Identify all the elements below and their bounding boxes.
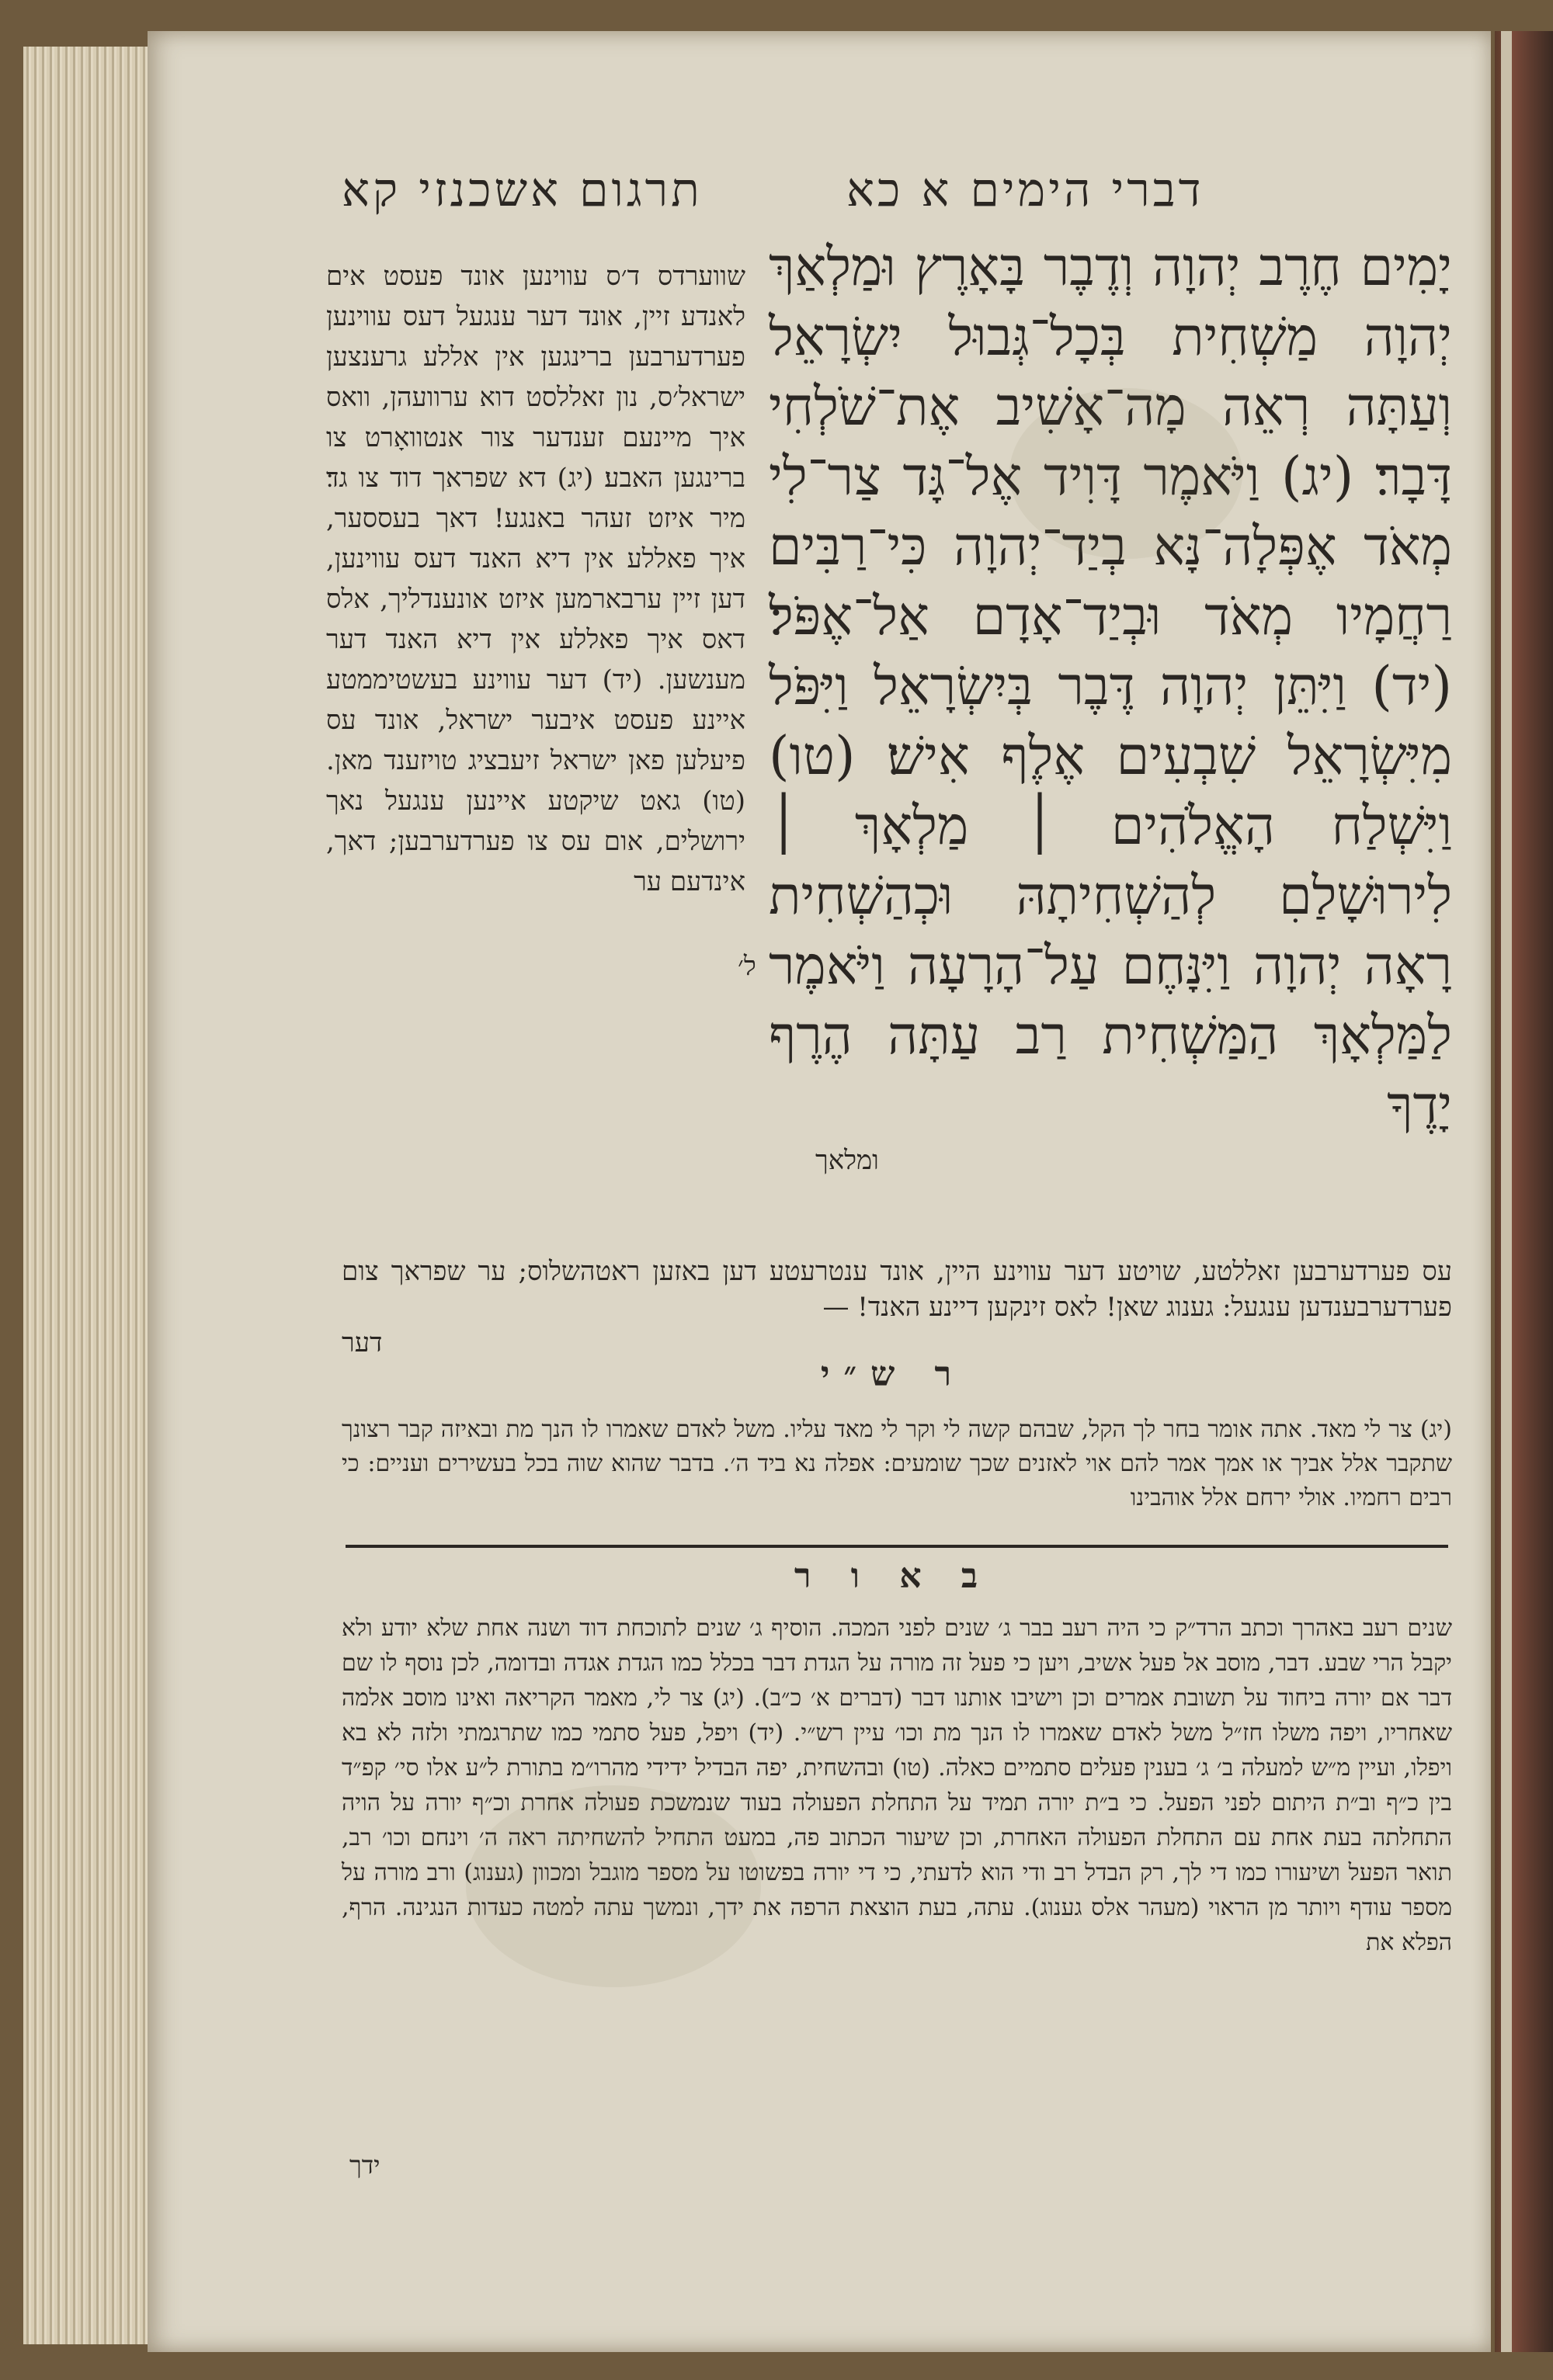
adjacent-page-edge <box>1495 31 1553 2352</box>
targum-continued <box>342 1254 1452 1361</box>
main-catchword: ומלאך <box>815 1145 879 1176</box>
rashi-commentary: (יג) צר לי מאד. אתה אומר בחר לך הקל, שבהם קשה לי וקר לי מאד עליו. משל לאדם שאמרו לו הנך מת ובאיזה קבר רצונך שתקבר אלל אביך או אמך אמר להם אוי לאזנים שכך שומעים: אפלה נא ביד ה׳. בדבר שהוא שוה בכל בעשירים ועניים: כי רבים רחמיו. אולי ירחם אלל אוהבינו <box>342 1416 1452 1511</box>
book-edge <box>23 47 150 2344</box>
rashi-title: ר ש״י <box>820 1355 966 1394</box>
main-text-body: יָמִים חֶרֶב יְהוָה וְדֶבֶר בָּאָרֶץ וּמַלְאַךְ יְהוָה מַשְׁחִית בְּכָל־גְּבוּל יִשְׂרָאֵל וְעַתָּה רְאֵה מָה־אָשִׁיב אֶת־שֹׁלְחִי דָּבָר׃ (יג) וַיֹּאמֶר דָּוִיד אֶל־גָּד צַר־לִי מְאֹד אֶפְּלָה־נָּא בְיַד־יְהוָה כִּי־רַבִּים רַחֲמָיו מְאֹד וּבְיַד־אָדָם אַל־אֶפֹּל׃ (יד) וַיִּתֵּן יְהוָה דֶּבֶר בְּיִשְׂרָאֵל וַיִּפֹּל מִיִּשְׂרָאֵל שִׁבְעִים אֶלֶף אִישׁ׃ (טו) וַיִּשְׁלַח הָאֱלֹהִים ׀ מַלְאָךְ ׀ לִירוּשָׁלַםִ לְהַשְׁחִיתָהּ וּכְהַשְׁחִית רָאָה יְהוָה וַיִּנָּחֶם עַל־הָרָעָה וַיֹּאמֶר לַמַּלְאָךְ הַמַּשְׁחִית רַב עַתָּה הֶרֶף יָדֶךָ <box>769 237 1452 1136</box>
header-targum-title: תרגום אשכנזי קא <box>342 163 703 217</box>
margin-note: ל׳ <box>738 951 756 982</box>
targum-continued-text: עס פערדערבען זאללטע, שויטע דער עווינע היין, אונד ענטרעטע דען באזען ראטהשלוס; ער שפראך צום פערדערבענדען ענגעל: גענוג שאן! לאס זינקען דיינע האנד! — <box>342 1256 1452 1323</box>
paper-stain <box>1009 388 1242 559</box>
biur-commentary: שנים רעב באהרך וכתב הרד״ק כי היה רעב בבר ג׳ שנים לפני המכה. הוסיף ג׳ שנים לתוכחת דוד ושנה אחת שלא יודע ולא יקבל הרי שבע. דבר, מוסב אל פעל אשיב, ויען כי פעל זה מורה על הגדת דבר בכלל כמו הגדת אגדה ובדומה, לכן נוסף לו שם דבר אם יורה ביחוד על תשובת אמרים וכן וישיבו אותנו דבר (דברים א׳ כ״ב). (יג) צר לי, מאמר הקריאה ואינו מוסב אלמה שאחריו, ויפה משלו חז״ל משל לאדם שאמרו לו הנך מת וכו׳ עיין רש״י. (יד) ויפל, פעל סתמי כמו שתרגמתי ולזה לא בא ויפלו, ועיין מ״ש למעלה ב׳ ג׳ בענין פעלים סתמיים כאלה. (טו) ובהשחית, יפה הבדיל ידידי מהרו״מ בתורת ל״ע אלו סי׳ קפ״ד בין כ״ף וב״ת היתום לפני הפעל. כי ב״ת יורה תמיד על התחלת הפעולה בעוד שנמשכת פעולה אחרת וכ״ף יורה על הויה התחלתה בעת אחת עם התחלת הפעולה האחרת, וכן שיעור הכתוב פה, במעט התחיל להשחיתה ראה ה׳ וינחם וכו׳ רב, תואר הפעל ושיעורו כמו די לך, רק הבדל רב ודי הוא לדעתי, כי די יורה בפשוטו על מספר מוגבל ומכוון (גענוג) ורב מורה על מספר עודף ויותר מן הראוי (מעהר אלס גענוג). עתה, בעת הוצאת הרפה את ידך, ונמשך עתה למטה כעדות הנגינה. הרף, הפלא את <box>342 1615 1452 1956</box>
divider-rule <box>346 1545 1448 1548</box>
targum-catchword: דער <box>342 1327 383 1358</box>
biur-catchword: ידך <box>349 2150 380 2180</box>
targum-column: שווערדס ד׳ס עווינען אונד פעסט אים לאנדע זיין, אונד דער ענגעל דעס עווינען פערדערבען ברינגען אין אללע גרענצען ישראל׳ס, נון זאללסט דוא ערוועהן, וואס איך מיינעם זענדער צור אנטוואָרט צו ברינגען האבע׃ (יג) דא שפראך דוד צו גד׃ מיר איזט זעהר באנגע! דאך בעססער, איך פאללע אין דיא האנד דעס עווינען, דען זיין ערבארמען איזט אונענדליך, אלס דאס איך פאללע אין דיא האנד דער מענשען. (יד) דער עווינע בעשטיממטע איינע פעסט איבער ישראל, אונד עס פיעלען פאן ישראל זיעבציג טויזענד מאן. (טו) גאט שיקטע איינען ענגעל נאך ירושלים, אום עס צו פערדערבען; דאך, אינדעם ער <box>326 261 745 897</box>
paper-stain <box>466 1785 761 1987</box>
header-book-title: דברי הימים א כא <box>846 163 1204 217</box>
biur-title: ב א ו ר <box>794 1556 992 1596</box>
main-hebrew-text <box>738 233 1452 1176</box>
